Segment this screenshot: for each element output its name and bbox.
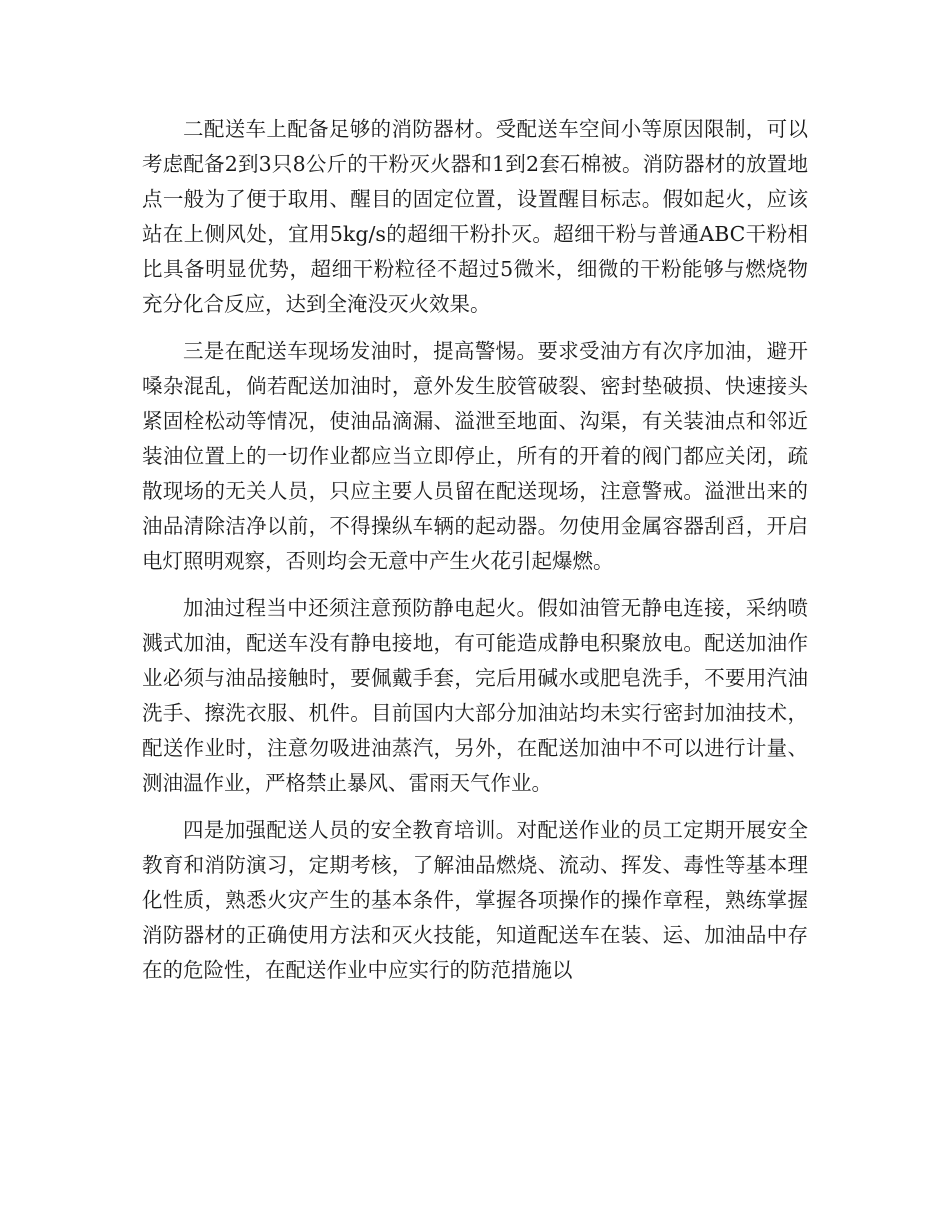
paragraph-safety-training: 四是加强配送人员的安全教育培训。对配送作业的员工定期开展安全教育和消防演习，定期考核，了解油品燃烧、流动、挥发、毒性等基本理化性质，熟悉火灾产生的基本条件，掌握各项操作的操作章程，熟练掌握消防器材的正确使用方法和灭火技能，知道配送车在装、运、加油品中存在的危险性，在配送作业中应实行的防范措施以: [142, 818, 808, 982]
document-body: [142, 112, 808, 988]
paragraph-fire-equipment: 二配送车上配备足够的消防器材。受配送车空间小等原因限制，可以考虑配备2到3只8公斤的干粉灭火器和1到2套石棉被。消防器材的放置地点一般为了便于取用、醒目的固定位置，设置醒目标志。假如起火，应该站在上侧风处，宜用5kg/s的超细干粉扑灭。超细干粉与普通ABC干粉相比具备明显优势，超细干粉粒径不超过5微米，细微的干粉能够与燃烧物充分化合反应，达到全淹没灭火效果。: [142, 117, 808, 316]
paragraph-static-prevention: 加油过程当中还须注意预防静电起火。假如油管无静电连接，采纳喷溅式加油，配送车没有静电接地，有可能造成静电积聚放电。配送加油作业必须与油品接触时，要佩戴手套，完后用碱水或肥皂洗手，不要用汽油洗手、擦洗衣服、机件。目前国内大部分加油站均未实行密封加油技术，配送作业时，注意勿吸进油蒸汽，另外，在配送加油中不可以进行计量、测油温作业，严格禁止暴风、雷雨天气作业。: [142, 596, 808, 795]
paragraph-on-site-fueling: 三是在配送车现场发油时，提高警惕。要求受油方有次序加油，避开嗓杂混乱，倘若配送加油时，意外发生胶管破裂、密封垫破损、快速接头紧固栓松动等情况，使油品滴漏、溢泄至地面、沟渠，有关装油点和邻近装油位置上的一切作业都应当立即停止，所有的开着的阀门都应关闭，疏散现场的无关人员，只应主要人员留在配送现场，注意警戒。溢泄出来的油品清除洁净以前，不得操纵车辆的起动器。勿使用金属容器刮舀，开启电灯照明观察，否则均会无意中产生火花引起爆燃。: [142, 339, 808, 573]
